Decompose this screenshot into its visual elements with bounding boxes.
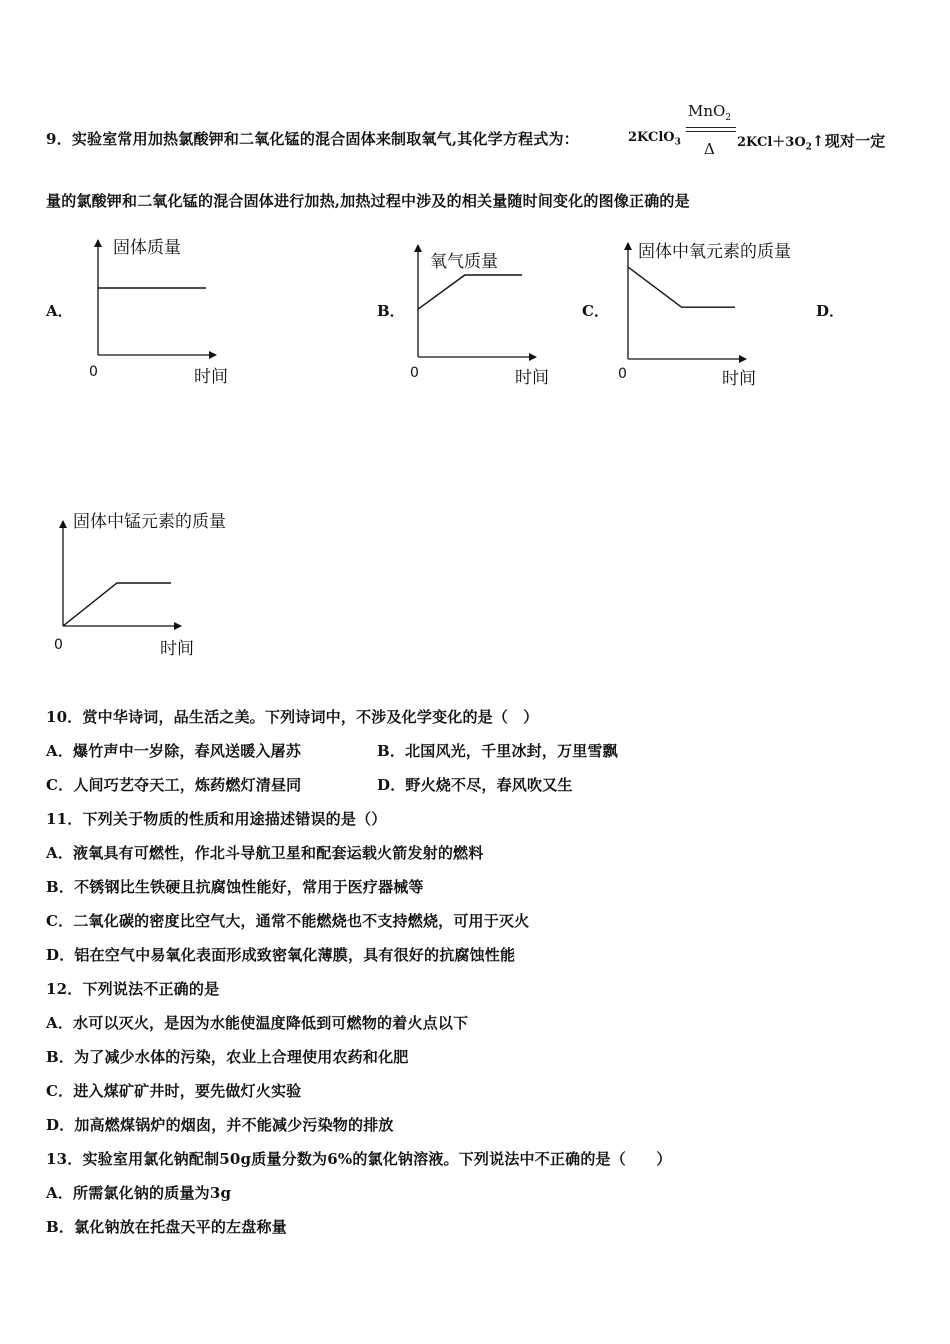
- chart-b-ylabel: 氧气质量: [430, 252, 498, 272]
- q11-stem: 11．下列关于物质的性质和用途描述错误的是（）: [46, 810, 387, 828]
- reactant-formula: 2KClO: [628, 130, 675, 145]
- heat-condition: Δ: [704, 140, 715, 158]
- chart-c-series-line: [628, 267, 735, 307]
- q9-option-c[interactable]: C．: [582, 302, 609, 320]
- reactant-subscript: 3: [674, 137, 681, 148]
- q11-option-d[interactable]: D．铝在空气中易氧化表面形成致密氧化薄膜，具有很好的抗腐蚀性能: [46, 946, 516, 964]
- chart-c: [618, 240, 748, 365]
- chart-a-xlabel: 时间: [194, 367, 228, 387]
- q13-option-b[interactable]: B．氯化钠放在托盘天平的左盘称量: [46, 1218, 287, 1236]
- equation-line-bottom: [686, 131, 736, 132]
- chart-c-xlabel: 时间: [722, 369, 756, 389]
- q9-option-a[interactable]: A．: [46, 302, 73, 320]
- q13-stem: 13．实验室用氯化钠配制50g质量分数为6%的氯化钠溶液。下列说法中不正确的是（ ）: [46, 1150, 672, 1168]
- q9-option-b[interactable]: B．: [377, 302, 405, 320]
- q10-option-a[interactable]: A．爆竹声中一岁除，春风送暖入屠苏: [46, 742, 302, 760]
- chart-c-ylabel: 固体中氧元素的质量: [638, 242, 791, 262]
- q10-stem: 10．赏中华诗词，品生活之美。下列诗词中，不涉及化学变化的是（ ）: [46, 708, 539, 726]
- q9-products: [737, 130, 886, 153]
- catalyst-label: [688, 102, 731, 123]
- chart-d: [55, 510, 185, 635]
- chart-b-origin: 0: [410, 365, 419, 381]
- q12-option-a[interactable]: A．水可以灭火，是因为水能使温度降低到可燃物的着火点以下: [46, 1014, 469, 1032]
- q12-option-c[interactable]: C．进入煤矿矿井时，要先做灯火实验: [46, 1082, 302, 1100]
- chart-d-ylabel: 固体中锰元素的质量: [73, 512, 226, 532]
- chart-c-origin: 0: [618, 366, 627, 382]
- product-formula: 2KCl＋3O: [737, 135, 806, 150]
- chart-a: [90, 240, 220, 365]
- q12-option-d[interactable]: D．加高燃煤锅炉的烟囱，并不能减少污染物的排放: [46, 1116, 394, 1134]
- q9-line2: 量的氯酸钾和二氧化锰的混合固体进行加热,加热过程中涉及的相关量随时间变化的图像正确的是: [46, 192, 690, 210]
- q11-option-b[interactable]: B．不锈钢比生铁硬且抗腐蚀性能好，常用于医疗器械等: [46, 878, 424, 896]
- chart-b: [410, 240, 540, 365]
- chart-d-xlabel: 时间: [160, 639, 194, 659]
- q13-option-a[interactable]: A．所需氯化钠的质量为3g: [46, 1184, 232, 1202]
- chart-d-origin: 0: [54, 637, 63, 653]
- chart-b-xlabel: 时间: [515, 368, 549, 388]
- chart-a-origin: 0: [89, 364, 98, 380]
- q10-option-c[interactable]: C．人间巧艺夺天工，炼药燃灯清昼同: [46, 776, 302, 794]
- product-subscript: 2: [805, 142, 812, 153]
- q12-stem: 12．下列说法不正确的是: [46, 980, 220, 998]
- q9-reactant: [628, 130, 681, 148]
- q12-option-b[interactable]: B．为了减少水体的污染，农业上合理使用农药和化肥: [46, 1048, 409, 1066]
- q9-prefix: 9．实验室常用加热氯酸钾和二氧化锰的混合固体来制取氧气,其化学方程式为：: [46, 130, 579, 148]
- q9-stem-tail: ↑现对一定: [811, 132, 886, 150]
- q10-option-d[interactable]: D．野火烧不尽，春风吹又生: [377, 776, 573, 794]
- chart-a-ylabel: 固体质量: [113, 238, 181, 258]
- chart-d-series-line: [63, 583, 171, 626]
- equation-line-top: [686, 127, 736, 128]
- chart-b-series-line: [418, 275, 522, 309]
- catalyst-subscript: 2: [725, 113, 732, 123]
- q11-option-c[interactable]: C．二氧化碳的密度比空气大，通常不能燃烧也不支持燃烧，可用于灭火: [46, 912, 530, 930]
- q11-option-a[interactable]: A．液氧具有可燃性，作北斗导航卫星和配套运载火箭发射的燃料: [46, 844, 484, 862]
- catalyst-formula: MnO: [688, 102, 726, 120]
- q9-option-d[interactable]: D．: [816, 302, 845, 320]
- q10-option-b[interactable]: B．北国风光，千里冰封，万里雪飘: [377, 742, 618, 760]
